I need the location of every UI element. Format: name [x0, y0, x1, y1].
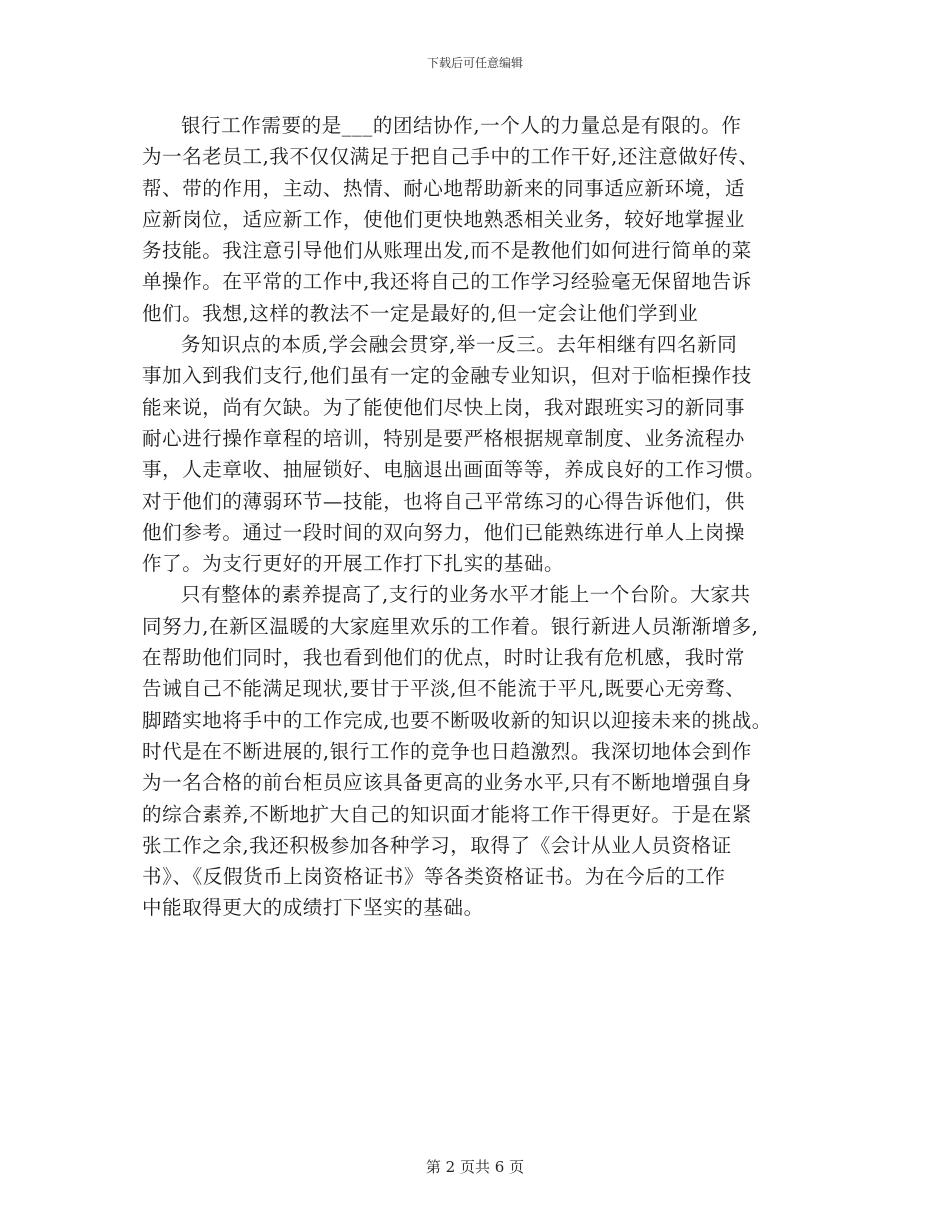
text-line: 的综合素养,不断地扩大自己的知识面才能将工作干得更好。于是在紧	[142, 802, 752, 826]
text-line: 告诫自己不能满足现状,要甘于平淡,但不能流于平凡,既要心无旁骛、	[142, 677, 746, 701]
text-line: 中能取得更大的成绩打下坚实的基础。	[142, 896, 484, 920]
text-line: 单操作。在平常的工作中,我还将自己的工作学习经验毫无保留地告诉	[142, 270, 752, 294]
page-footer: 第 2 页共 6 页	[425, 1158, 525, 1176]
text-line: 能来说，尚有欠缺。为了能使他们尽快上岗，我对跟班实习的新同事	[142, 395, 746, 419]
text-line: 对于他们的薄弱环节—技能，也将自己平常练习的心得告诉他们，供	[142, 489, 746, 513]
document-body	[142, 110, 822, 924]
text-line: 书》、《反假货币上岗资格证书》等各类资格证书。为在今后的工作	[142, 865, 726, 889]
text-line: 他们参考。通过一段时间的双向努力，他们已能熟练进行单人上岗操	[142, 520, 746, 544]
text-line: 作了。为支行更好的开展工作打下扎实的基础。	[142, 552, 565, 576]
text-line: 耐心进行操作章程的培训，特别是要严格根据规章制度、业务流程办	[142, 426, 746, 450]
text-line: 张工作之余,我还积极参加各种学习，取得了《会计从业人员资格证	[142, 833, 732, 857]
text-line: 应新岗位，适应新工作，使他们更快地熟悉相关业务，较好地掌握业	[142, 207, 746, 231]
text-line: 事，人走章收、抽屉锁好、电脑退出画面等等，养成良好的工作习惯。	[142, 458, 766, 482]
text-line: 脚踏实地将手中的工作完成,也要不断吸收新的知识以迎接未来的挑战。	[142, 708, 772, 732]
page-header: 下载后可任意编辑	[426, 56, 523, 70]
text-line: 时代是在不断进展的,银行工作的竞争也日趋激烈。我深切地体会到作	[142, 739, 752, 763]
text-line: 在帮助他们同时，我也看到他们的优点，时时让我有危机感，我时常	[142, 646, 746, 670]
text-line: 同努力,在新区温暖的大家庭里欢乐的工作着。银行新进人员渐渐增多,	[142, 614, 759, 638]
text-line: 事加入到我们支行,他们虽有一定的金融专业知识，但对于临柜操作技	[142, 364, 752, 388]
text-line: 务技能。我注意引导他们从账理出发,而不是教他们如何进行简单的菜	[142, 239, 752, 263]
text-line: 银行工作需要的是___的团结协作,一个人的力量总是有限的。作	[181, 114, 742, 137]
text-line: 帮、带的作用，主动、热情、耐心地帮助新来的同事适应新环境，适	[142, 176, 746, 200]
text-line: 只有整体的素养提高了,支行的业务水平才能上一个台阶。大家共	[181, 583, 751, 607]
text-line: 为一名老员工,我不仅仅满足于把自己手中的工作干好,还注意做好传、	[142, 145, 759, 169]
text-line: 为一名合格的前台柜员应该具备更高的业务水平,只有不断地增强自身	[142, 771, 752, 795]
text-line: 他们。我想,这样的教法不一定是最好的,但一定会让他们学到业	[142, 301, 699, 325]
text-line: 务知识点的本质,学会融会贯穿,举一反三。去年相继有四名新同	[181, 333, 738, 357]
